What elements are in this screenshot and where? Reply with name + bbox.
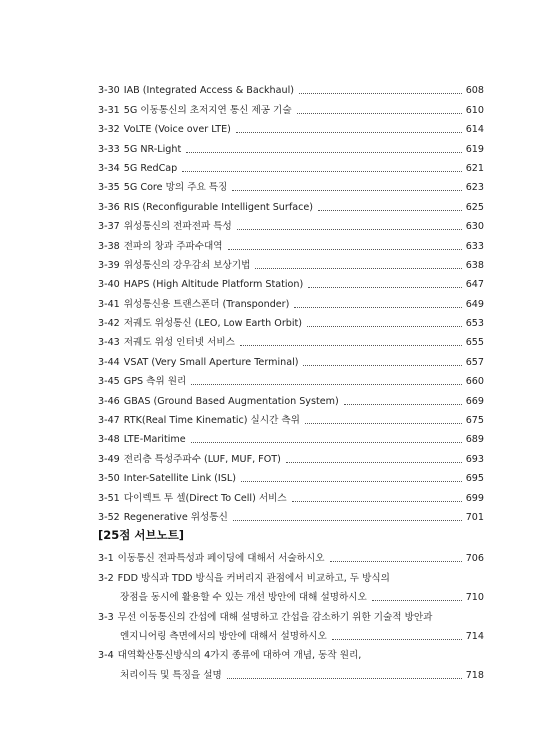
dot-leader (307, 326, 462, 327)
dot-leader (255, 268, 461, 269)
toc-entry-page: 647 (465, 279, 484, 291)
toc-entry-page: 655 (465, 337, 484, 349)
subnote-number: 3-4 (98, 650, 114, 662)
toc-entry-title: 5G NR-Light (123, 143, 182, 155)
toc-entry-title: IAB (Integrated Access & Backhaul) (123, 85, 294, 97)
dot-leader (232, 190, 461, 191)
toc-entry-title: 5G Core 망의 주요 특징 (123, 182, 228, 194)
toc-entry (98, 330, 484, 349)
toc-entry (98, 291, 484, 310)
toc-entry-number: 3-49 (98, 453, 120, 465)
toc-entry-title: 위성통신의 전파전파 특성 (123, 221, 232, 233)
toc-entry-title: Regenerative 위성통신 (123, 511, 228, 523)
toc-entry-page: 695 (465, 473, 484, 485)
toc-entry-page: 689 (465, 434, 484, 446)
dot-leader (308, 287, 461, 288)
subnote-entry (98, 546, 484, 565)
dot-leader (303, 365, 461, 366)
toc-entry-page: 608 (465, 85, 484, 97)
toc-entry-page: 630 (465, 221, 484, 233)
subnote-number: 3-3 (98, 611, 114, 623)
subnote-line (98, 643, 484, 662)
subnote-line (98, 546, 484, 565)
dot-leader (294, 307, 461, 308)
toc-entry-page: 693 (465, 453, 484, 465)
toc-entry-page: 701 (465, 511, 484, 523)
toc-entry-number: 3-51 (98, 492, 120, 504)
toc-entry-page: 669 (465, 395, 484, 407)
section-title: [25점 서브노트] (98, 528, 185, 542)
toc-entry-number: 3-47 (98, 415, 120, 427)
dot-leader (236, 132, 462, 133)
toc-entry-number: 3-43 (98, 337, 120, 349)
toc-entry (98, 446, 484, 465)
subnote-title: FDD 방식과 TDD 방식을 커버리지 관점에서 비교하고, 두 방식의 (117, 572, 390, 584)
toc-entry-number: 3-31 (98, 104, 120, 116)
subnote-title-continued: 엔지니어링 측면에서의 방안에 대해서 설명하시오 (120, 630, 327, 642)
dot-leader (286, 462, 462, 463)
toc-entry-number: 3-35 (98, 182, 120, 194)
subnote-title: 이동통신 전파특성과 페이딩에 대해서 서술하시오 (117, 553, 325, 565)
table-of-contents (98, 78, 484, 524)
toc-entry-title: RTK(Real Time Kinematic) 실시간 측위 (123, 415, 300, 427)
toc-entry (98, 175, 484, 194)
toc-entry-title: 위성통신용 트랜스폰더 (Transponder) (123, 298, 290, 310)
toc-entry-number: 3-42 (98, 318, 120, 330)
dot-leader (297, 113, 462, 114)
toc-entry (98, 253, 484, 272)
toc-entry-number: 3-48 (98, 434, 120, 446)
subnote-title: 무선 이동통신의 간섭에 대해 설명하고 간섭을 감소하기 위한 기술적 방안과 (117, 611, 433, 623)
toc-entry-page: 657 (465, 356, 484, 368)
toc-entry-number: 3-38 (98, 240, 120, 252)
toc-entry-number: 3-32 (98, 124, 120, 136)
toc-entry (98, 427, 484, 446)
toc-entry-title: 위성통신의 강우감쇠 보상기법 (123, 259, 251, 271)
toc-entry-title: 5G RedCap (123, 162, 178, 174)
toc-entry-page: 610 (465, 104, 484, 116)
toc-entry-page: 623 (465, 182, 484, 194)
toc-entry (98, 485, 484, 504)
toc-entry-number: 3-30 (98, 85, 120, 97)
toc-entry-number: 3-52 (98, 511, 120, 523)
dot-leader (186, 152, 461, 153)
toc-entry-title: 5G 이동통신의 초저지연 통신 제공 기술 (123, 104, 292, 116)
toc-entry-page: 638 (465, 259, 484, 271)
toc-entry (98, 466, 484, 485)
toc-entry-title: LTE-Maritime (123, 434, 186, 446)
toc-entry (98, 136, 484, 155)
dot-leader (330, 561, 462, 562)
toc-entry-number: 3-36 (98, 201, 120, 213)
toc-entry (98, 233, 484, 252)
toc-entry-title: GBAS (Ground Based Augmentation System) (123, 395, 339, 407)
subnote-line-continued (98, 585, 484, 604)
toc-entry-page: 675 (465, 415, 484, 427)
toc-entry-title: HAPS (High Altitude Platform Station) (123, 279, 304, 291)
toc-entry-number: 3-45 (98, 376, 120, 388)
toc-entry-page: 649 (465, 298, 484, 310)
subnote-line (98, 565, 484, 584)
subnote-line-continued (98, 624, 484, 643)
toc-entry-number: 3-33 (98, 143, 120, 155)
toc-entry (98, 505, 484, 524)
toc-entry-title: RIS (Reconfigurable Intelligent Surface) (123, 201, 314, 213)
toc-entry (98, 214, 484, 233)
dot-leader (227, 678, 462, 679)
toc-entry (98, 311, 484, 330)
subnote-title-continued: 처리이득 및 특징을 설명 (120, 669, 222, 681)
toc-entry (98, 194, 484, 213)
toc-entry-page: 621 (465, 162, 484, 174)
toc-entry-page: 633 (465, 240, 484, 252)
toc-entry (98, 369, 484, 388)
toc-entry-title: VoLTE (Voice over LTE) (123, 124, 231, 136)
toc-entry (98, 156, 484, 175)
subnote-entry (98, 565, 484, 604)
dot-leader (305, 423, 462, 424)
toc-entry-title: Inter-Satellite Link (ISL) (123, 473, 236, 485)
subnote-number: 3-2 (98, 572, 114, 584)
toc-entry-number: 3-41 (98, 298, 120, 310)
toc-entry-title: 다이렉트 투 셀(Direct To Cell) 서비스 (123, 492, 287, 504)
subnote-line (98, 604, 484, 623)
dot-leader (292, 501, 462, 502)
subnote-line-continued (98, 662, 484, 681)
toc-entry-number: 3-50 (98, 473, 120, 485)
toc-entry-page: 614 (465, 124, 484, 136)
toc-entry-number: 3-37 (98, 221, 120, 233)
subnote-page: 714 (465, 630, 484, 642)
subnote-number: 3-1 (98, 553, 114, 565)
dot-leader (228, 249, 462, 250)
subnote-page: 710 (465, 592, 484, 604)
subnote-list (98, 546, 484, 682)
dot-leader (191, 442, 462, 443)
subnote-page: 718 (465, 669, 484, 681)
toc-entry-title: VSAT (Very Small Aperture Terminal) (123, 356, 299, 368)
dot-leader (372, 600, 462, 601)
toc-entry-page: 625 (465, 201, 484, 213)
toc-entry-number: 3-34 (98, 162, 120, 174)
toc-entry-title: 전리층 특성주파수 (LUF, MUF, FOT) (123, 453, 281, 465)
dot-leader (233, 520, 462, 521)
subnote-entry (98, 604, 484, 643)
subnote-title: 대역확산통신방식의 4가지 종류에 대하여 개념, 동작 원리, (117, 650, 362, 662)
toc-entry-title: 저궤도 위성 인터넷 서비스 (123, 337, 235, 349)
dot-leader (299, 93, 462, 94)
dot-leader (240, 345, 462, 346)
subnote-entry (98, 643, 484, 682)
dot-leader (332, 639, 462, 640)
toc-entry-number: 3-46 (98, 395, 120, 407)
toc-entry (98, 349, 484, 368)
dot-leader (191, 384, 461, 385)
subnote-title-continued: 장점을 동시에 활용할 수 있는 개선 방안에 대해 설명하시오 (120, 592, 367, 604)
subnote-page: 706 (465, 553, 484, 565)
toc-entry-title: GPS 측위 원리 (123, 376, 187, 388)
toc-entry-page: 619 (465, 143, 484, 155)
toc-entry-title: 전파의 창과 주파수대역 (123, 240, 223, 252)
toc-entry-number: 3-44 (98, 356, 120, 368)
dot-leader (182, 171, 461, 172)
toc-entry-number: 3-40 (98, 279, 120, 291)
dot-leader (237, 229, 462, 230)
toc-entry-number: 3-39 (98, 259, 120, 271)
toc-entry (98, 408, 484, 427)
toc-entry (98, 97, 484, 116)
toc-entry (98, 117, 484, 136)
toc-entry (98, 388, 484, 407)
toc-entry-page: 699 (465, 492, 484, 504)
toc-entry-page: 660 (465, 376, 484, 388)
dot-leader (318, 210, 462, 211)
toc-entry-title: 저궤도 위성통신 (LEO, Low Earth Orbit) (123, 318, 303, 330)
dot-leader (344, 404, 462, 405)
toc-entry (98, 78, 484, 97)
toc-entry-page: 653 (465, 318, 484, 330)
dot-leader (241, 481, 462, 482)
toc-entry (98, 272, 484, 291)
